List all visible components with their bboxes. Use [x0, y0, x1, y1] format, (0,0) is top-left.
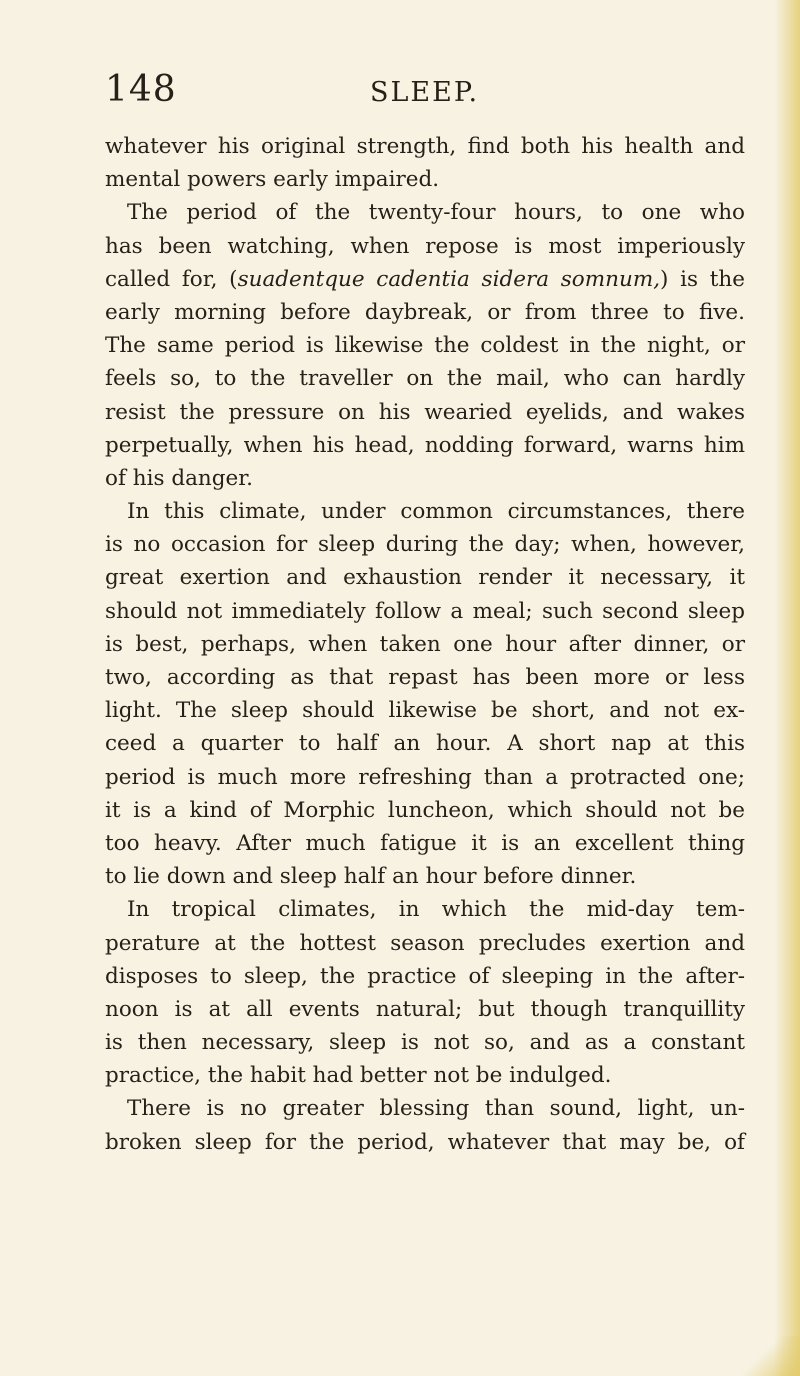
page-edge-shadow: [774, 0, 800, 1376]
text-line: In this climate, under common circumstances, there: [127, 499, 745, 525]
text-line: perpetually, when his head, nodding forward, warns him: [105, 432, 745, 458]
text-line: practice, the habit had better not be indulged.: [105, 1063, 612, 1089]
running-head: SLEEP.: [370, 77, 480, 108]
text-line: ceed a quarter to half an hour. A short nap at this: [105, 731, 745, 757]
line-part: called for, (: [105, 266, 238, 292]
text-line: There is no greater blessing than sound, light, un-: [127, 1096, 745, 1122]
text-line: of his danger.: [105, 465, 253, 491]
text-line: two, according as that repast has been more or less: [105, 665, 745, 690]
line-part: ) is the: [660, 266, 745, 292]
page-number: 148: [105, 69, 177, 110]
text-line: to lie down and sleep half an hour before dinner.: [105, 864, 637, 890]
text-line-with-latin: [105, 263, 745, 296]
text-line: noon is at all events natural; but though tranquillity: [105, 996, 745, 1022]
text-line: is then necessary, sleep is not so, and as a constant: [105, 1030, 745, 1056]
text-line: disposes to sleep, the practice of sleeping in the after-: [105, 963, 745, 989]
text-line: has been watching, when repose is most imperiously: [105, 233, 745, 259]
text-line: resist the pressure on his wearied eyelids, and wakes: [105, 399, 745, 425]
text-line: perature at the hottest season precludes exertion and: [105, 930, 745, 956]
text-line: period is much more refreshing than a protracted one;: [105, 764, 745, 790]
text-line: is best, perhaps, when taken one hour after dinner, or: [105, 631, 745, 657]
text-line: whatever his original strength, find both his health and: [105, 134, 745, 159]
text-line: feels so, to the traveller on the mail, who can hardly: [105, 366, 745, 392]
text-line: The same period is likewise the coldest in the night, or: [105, 333, 745, 359]
text-line: great exertion and exhaustion render it necessary, it: [105, 565, 745, 591]
text-line: too heavy. After much fatigue it is an excellent thing: [105, 830, 745, 856]
text-line: should not immediately follow a meal; such second sleep: [105, 598, 745, 624]
text-line: light. The sleep should likewise be short, and not ex-: [105, 698, 745, 724]
body-text: [105, 130, 745, 1159]
text-line: In tropical climates, in which the mid-day tem-: [127, 897, 745, 923]
latin-quotation: suadentque cadentia sidera somnum,: [237, 266, 661, 292]
text-line: early morning before daybreak, or from three to five.: [105, 299, 745, 325]
text-line: is no occasion for sleep during the day; when, however,: [105, 532, 745, 558]
page-header: [105, 70, 745, 110]
text-line: it is a kind of Morphic luncheon, which should not be: [105, 797, 745, 823]
page-corner-tint: [740, 1336, 800, 1376]
text-line: broken sleep for the period, whatever that may be, of: [105, 1129, 745, 1155]
text-line: mental powers early impaired.: [105, 167, 440, 193]
text-line: The period of the twenty-four hours, to one who: [127, 200, 745, 226]
